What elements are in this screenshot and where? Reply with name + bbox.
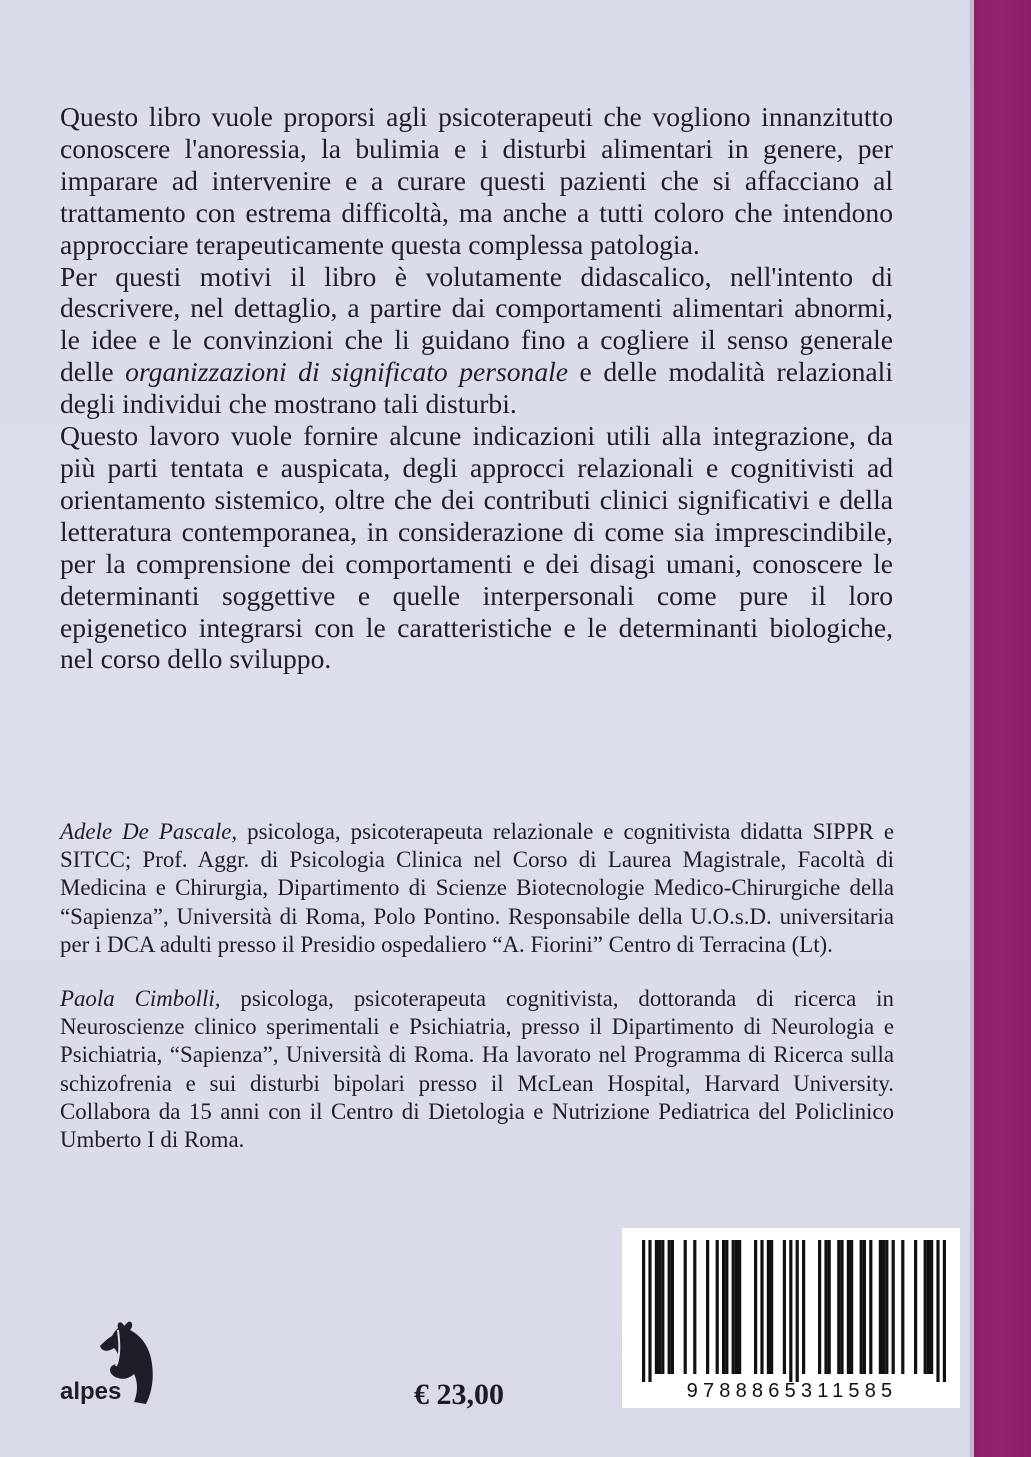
barcode-bar xyxy=(770,1240,773,1374)
barcode-bar xyxy=(661,1240,664,1374)
blurb-emphasis: organizzazioni di significato personale xyxy=(125,356,569,388)
publisher-name: alpes xyxy=(60,1378,122,1405)
barcode-guard-bar xyxy=(943,1240,946,1382)
barcode-bar xyxy=(658,1240,661,1374)
barcode-guard-bar xyxy=(789,1240,792,1382)
blurb-paragraph-2-end: e delle modalità relazionali degli individui che mostrano tali disturbi. xyxy=(60,356,893,420)
barcode-bar xyxy=(716,1240,719,1374)
barcode-bar xyxy=(914,1240,917,1374)
barcode-bar xyxy=(693,1240,696,1374)
barcode-bar xyxy=(783,1240,786,1374)
barcode-guard-bar xyxy=(648,1240,651,1382)
barcode-bar xyxy=(930,1240,933,1374)
barcode-bar xyxy=(655,1240,658,1374)
barcode-bar xyxy=(754,1240,757,1374)
publisher-logo xyxy=(58,1320,170,1420)
barcode-bar xyxy=(901,1240,904,1374)
barcode-guard-bar xyxy=(642,1240,645,1382)
barcode-bar xyxy=(802,1240,805,1374)
barcode-bar xyxy=(671,1240,674,1374)
barcode-bar xyxy=(885,1240,888,1374)
author-name-2: Paola Cimbolli, xyxy=(60,986,221,1011)
barcode-bar xyxy=(738,1240,741,1374)
barcode-bar xyxy=(892,1240,895,1374)
barcode-guard-bar xyxy=(796,1240,799,1382)
barcode-bar xyxy=(767,1240,770,1374)
barcode-bar xyxy=(847,1240,850,1374)
barcode-bar xyxy=(840,1240,843,1374)
barcode-bar xyxy=(732,1240,735,1374)
author-bio-2 xyxy=(60,985,894,1154)
blurb-paragraph-2-start: Per questi motivi il libro è volutamente didascalico, nell'intento di descrivere, nel dettaglio, a partire dai comportamenti alimentari abnormi, le idee e le convinzioni che li guidano fino a cogliere il senso generale delle xyxy=(60,260,893,388)
barcode-bar xyxy=(725,1240,728,1374)
barcode-bar xyxy=(735,1240,738,1374)
barcode-bar xyxy=(706,1240,709,1374)
author-bio-1 xyxy=(60,818,894,959)
barcode-bar xyxy=(879,1240,882,1374)
barcode-bar xyxy=(882,1240,885,1374)
author-bio-text-2: psicologa, psicoterapeuta cognitivista, dottoranda di ricerca in Neuroscienze clinico sperimentali e Psichiatria, presso il Dipartimento di Neurologia e Psichiatria, “Sapienza”, Università di Roma. Ha lavorato nel Programma di Ricerca sulla schizofrenia e sui disturbi bipolari presso il McLean Hospital, Harvard University. Collabora da 15 anni con il Centro di Dietologia e Nutrizione Pediatrica del Policlinico Umberto I di Roma. xyxy=(60,986,894,1153)
barcode-bar xyxy=(869,1240,872,1374)
price: € 23,00 xyxy=(414,1378,504,1411)
barcode-digits: 9788865311585 xyxy=(686,1380,898,1402)
barcode-bar xyxy=(760,1240,763,1374)
barcode-bar xyxy=(850,1240,853,1374)
barcode-bar xyxy=(863,1240,866,1374)
author-name-1: Adele De Pascale, xyxy=(60,819,238,844)
barcode-bar xyxy=(837,1240,840,1374)
barcode-bar xyxy=(860,1240,863,1374)
barcode-bar xyxy=(927,1240,930,1374)
blurb-paragraph-3: Questo lavoro vuole fornire alcune indicazioni utili alla integrazione, da più parti tentata e auspicata, degli approcci relazionali e cognitivisti ad orientamento sistemico, oltre che dei contributi clinici significativi e della letteratura contemporanea, in considerazione di come sia imprescindibile, per la comprensione dei comportamenti e dei disagi umani, conoscere le determinanti soggettive e quelle interpersonali come pure il loro epigenetico integrarsi con le caratteristiche e le determinanti biologiche, nel corso dello sviluppo. xyxy=(60,420,893,675)
barcode-bar xyxy=(722,1240,725,1374)
barcode xyxy=(622,1228,960,1408)
blurb-paragraph-1: Questo libro vuole proporsi agli psicoterapeuti che vogliono innanzitutto conoscere l'anoressia, la bulimia e i disturbi alimentari in genere, per imparare ad intervenire e a curare questi pazienti che si affacciano al trattamento con estrema difficoltà, ma anche a tutti coloro che intendono approcciare terapeuticamente questa complessa patologia. xyxy=(60,101,893,260)
blurb xyxy=(60,101,893,675)
barcode-bar xyxy=(668,1240,671,1374)
barcode-bar xyxy=(818,1240,821,1374)
barcode-bar xyxy=(924,1240,927,1374)
barcode-bar xyxy=(828,1240,831,1374)
barcode-bar xyxy=(684,1240,687,1374)
barcode-guard-bar xyxy=(936,1240,939,1382)
blurb-paragraph-2 xyxy=(60,261,893,421)
author-bio-text-1: psicologa, psicoterapeuta relazionale e cognitivista didatta SIPPR e SITCC; Prof. Aggr. di Psicologia Clinica nel Corso di Laurea Magistrale, Facoltà di Medicina e Chirurgia, Dipartimento di Scienze Biotecnologie Medico-Chirurgiche della “Sapienza”, Università di Roma, Polo Pontino. Responsabile della U.O.s.D. universitaria per i DCA adulti presso il Presidio ospedaliero “A. Fiorini” Centro di Terracina (Lt). xyxy=(60,819,894,957)
book-spine xyxy=(974,0,1031,1457)
barcode-bar xyxy=(824,1240,827,1374)
